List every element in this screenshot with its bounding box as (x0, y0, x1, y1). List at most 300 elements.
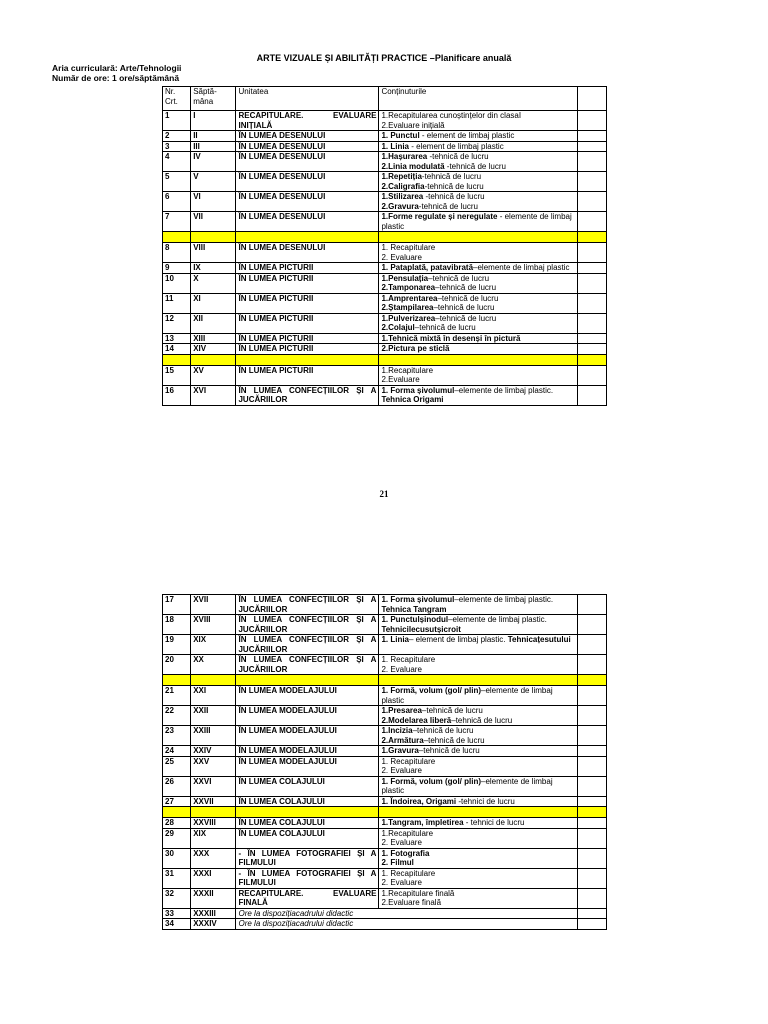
empty-cell (577, 655, 606, 675)
empty-cell (577, 595, 606, 615)
content-line (381, 162, 574, 172)
separator-cell (577, 354, 606, 365)
table-row (163, 192, 607, 212)
table-row (163, 635, 607, 655)
content-text: –tehnică de lucru (451, 715, 513, 725)
unit-line: INIȚIALĂ (238, 120, 273, 130)
separator-cell (163, 675, 191, 686)
unit-line: ÎN LUMEA CONFECȚIILOR ȘI A (238, 655, 377, 664)
content-line (381, 849, 574, 859)
empty-cell (577, 919, 606, 930)
content-cell (379, 868, 577, 888)
empty-cell (577, 344, 606, 355)
content-text: 1.Tangram, împletirea (381, 818, 464, 827)
unit-line: ÎN LUMEA DESENULUI (238, 131, 326, 140)
content-line (381, 274, 574, 284)
content-line (381, 344, 574, 354)
content-text: 1. Îndoirea, Origami (381, 796, 457, 806)
content-text: 2.Ștampilarea (381, 303, 434, 312)
separator-cell (163, 232, 191, 243)
content-text: plastic (381, 786, 405, 795)
unit-line: FINALĂ (238, 898, 268, 907)
unit-cell (236, 273, 379, 293)
week-cell: XIX (191, 635, 236, 655)
row-number-cell: 24 (163, 746, 191, 757)
content-cell (379, 776, 577, 796)
content-line (381, 696, 574, 706)
table-row (163, 313, 607, 333)
content-text: 1.Tehnică mixtă în desenși în pictură (381, 333, 521, 343)
unit-cell (236, 172, 379, 192)
content-line (381, 182, 574, 192)
empty-cell (577, 333, 606, 344)
content-text: 1.Pulverizarea (381, 313, 436, 323)
content-line (381, 706, 574, 716)
content-text: 1.Pensulația (381, 273, 429, 283)
row-number-cell: 18 (163, 615, 191, 635)
row-number-cell: 22 (163, 706, 191, 726)
content-line (381, 192, 574, 202)
unit-line: JUCĂRIILOR (238, 624, 288, 634)
unit-cell (236, 615, 379, 635)
unit-line: ÎN LUMEA DESENULUI (238, 192, 326, 201)
content-text: 1. Recapitulare (381, 243, 436, 252)
row-number-cell: 2 (163, 131, 191, 142)
content-cell (379, 756, 577, 776)
content-text: - element de limbaj plastic (409, 141, 504, 151)
content-text: –tehnică de lucru (412, 726, 474, 735)
empty-cell (577, 152, 606, 172)
content-text: 1. Punctul (381, 131, 420, 140)
content-line (381, 665, 574, 675)
table-row (163, 828, 607, 848)
unit-cell (236, 635, 379, 655)
separator-cell (379, 354, 577, 365)
unit-cell (236, 686, 379, 706)
content-cell (379, 273, 577, 293)
note-cell: Ore la dispozițiacadrului didactic (236, 919, 577, 930)
header-unit: Unitatea (236, 87, 379, 111)
content-text: 1. Recapitulare (381, 868, 436, 878)
row-number-cell: 5 (163, 172, 191, 192)
table-row (163, 706, 607, 726)
content-cell (379, 726, 577, 746)
content-text: 1.Gravura (381, 746, 419, 755)
week-cell: XXV (191, 756, 236, 776)
empty-cell (577, 796, 606, 807)
content-text: 1. Linia (381, 141, 409, 151)
unit-cell (236, 243, 379, 263)
unit-cell (236, 595, 379, 615)
empty-cell (577, 686, 606, 706)
unit-line: JUCĂRIILOR (238, 395, 288, 404)
unit-cell (236, 344, 379, 355)
content-line (381, 334, 574, 344)
content-text: 2.Evaluare inițială (381, 120, 445, 130)
separator-cell (163, 354, 191, 365)
content-text: 2.Linia modulată (381, 161, 445, 171)
content-text: -tehnică de lucru (421, 172, 482, 181)
table-row (163, 344, 607, 355)
content-text: –tehnică de lucru (435, 283, 497, 292)
content-text: - tehnici de lucru (463, 818, 525, 827)
content-line (381, 736, 574, 746)
unit-line: ÎN LUMEA PICTURII (238, 313, 314, 323)
week-cell: III (191, 141, 236, 152)
content-cell (379, 344, 577, 355)
content-cell (379, 706, 577, 726)
week-cell: XXVII (191, 796, 236, 807)
empty-cell (577, 273, 606, 293)
content-text: Tehnica Tangram (381, 604, 447, 614)
content-line (381, 131, 574, 141)
content-cell (379, 192, 577, 212)
content-line (381, 898, 574, 908)
week-cell: XIX (191, 828, 236, 848)
section-separator-row (163, 232, 607, 243)
row-number-cell: 25 (163, 756, 191, 776)
row-number-cell: 19 (163, 635, 191, 655)
content-text: –elemente de limbaj plastic. (454, 595, 554, 604)
content-text: 1.Recapitulare (381, 365, 434, 375)
content-line (381, 829, 574, 839)
table-row (163, 333, 607, 344)
content-text: 2.Modelarea liberă (381, 715, 452, 725)
content-cell (379, 263, 577, 274)
unit-line: ÎN LUMEA DESENULUI (238, 212, 326, 221)
week-cell: VI (191, 192, 236, 212)
content-cell (379, 655, 577, 675)
content-text: -tehnică de lucru (418, 201, 478, 211)
unit-cell (236, 263, 379, 274)
content-line (381, 314, 574, 324)
row-number-cell: 31 (163, 868, 191, 888)
table-row (163, 243, 607, 263)
empty-cell (577, 818, 606, 829)
content-text: 2.Colajul (381, 323, 415, 332)
week-cell: XXI (191, 686, 236, 706)
unit-cell (236, 726, 379, 746)
content-text: –tehnică de lucru (414, 323, 476, 332)
unit-cell (236, 111, 379, 131)
unit-cell (236, 365, 379, 385)
unit-cell (236, 293, 379, 313)
unit-line: ÎN LUMEA COLAJULUI (238, 818, 325, 827)
unit-line: ÎN LUMEA DESENULUI (238, 172, 326, 181)
table-row (163, 818, 607, 829)
page-title: ARTE VIZUALE ȘI ABILITĂȚI PRACTICE –Planificare anuală (256, 53, 512, 63)
content-text: -tehnică de lucru (424, 181, 484, 191)
content-cell (379, 333, 577, 344)
content-line (381, 655, 574, 665)
table-row (163, 756, 607, 776)
content-line (381, 838, 574, 848)
row-number-cell: 15 (163, 365, 191, 385)
table-row (163, 888, 607, 908)
table-row (163, 152, 607, 172)
unit-cell (236, 212, 379, 232)
content-text: - elemente de limbaj (497, 212, 572, 221)
content-line (381, 797, 574, 807)
row-number-cell: 23 (163, 726, 191, 746)
week-cell: XXVIII (191, 818, 236, 829)
unit-line: ÎN LUMEA COLAJULUI (238, 776, 325, 786)
table-row (163, 212, 607, 232)
row-number-cell: 30 (163, 848, 191, 868)
header-nr: Nr. Crt. (163, 87, 191, 111)
week-cell: XXXI (191, 868, 236, 888)
curricular-area: Aria curriculară: Arte/Tehnologii (52, 63, 182, 73)
unit-line: ÎN LUMEA MODELAJULUI (238, 686, 337, 695)
content-line (381, 605, 574, 615)
unit-cell (236, 655, 379, 675)
table-row (163, 868, 607, 888)
content-text: 1. Formă, volum (gol/ plin) (381, 686, 481, 695)
content-text: 1. Recapitulare (381, 756, 436, 766)
content-text: –elemente de limbaj plastic (473, 263, 570, 272)
week-cell: XXXIV (191, 919, 236, 930)
content-text: 1. Formă, volum (gol/ plin) (381, 776, 481, 786)
week-cell: II (191, 131, 236, 142)
unit-cell (236, 776, 379, 796)
week-cell: XVII (191, 595, 236, 615)
unit-cell (236, 746, 379, 757)
row-number-cell: 14 (163, 344, 191, 355)
empty-cell (577, 385, 606, 405)
unit-cell (236, 888, 379, 908)
row-number-cell: 7 (163, 212, 191, 232)
row-number-cell: 13 (163, 333, 191, 344)
content-line (381, 777, 574, 787)
content-line (381, 786, 574, 796)
unit-cell (236, 131, 379, 142)
unit-cell (236, 756, 379, 776)
separator-cell (236, 807, 379, 818)
content-text: 2. Evaluare (381, 838, 422, 847)
separator-cell (379, 232, 577, 243)
empty-cell (577, 141, 606, 152)
unit-cell (236, 385, 379, 405)
content-line (381, 121, 574, 131)
table-row (163, 848, 607, 868)
unit-line: JUCĂRIILOR (238, 664, 288, 674)
week-cell: VII (191, 212, 236, 232)
table-row (163, 365, 607, 385)
content-text: 2.Gravura (381, 201, 419, 211)
content-line (381, 889, 574, 899)
unit-cell (236, 313, 379, 333)
table-row (163, 919, 607, 930)
content-line (381, 142, 574, 152)
content-text: plastic (381, 695, 405, 705)
unit-line: ÎN LUMEA CONFECȚIILOR ȘI A (238, 385, 377, 395)
row-number-cell: 29 (163, 828, 191, 848)
row-number-cell: 20 (163, 655, 191, 675)
content-text: Tehnica Origami (381, 395, 444, 404)
content-text: 1.Stilizarea (381, 192, 424, 201)
content-text: 1.Recapitulare (381, 828, 434, 838)
table-row (163, 686, 607, 706)
content-text: –elemente de limbaj (481, 686, 553, 695)
content-text: 1. Recapitulare (381, 655, 436, 664)
content-line (381, 283, 574, 293)
week-cell: I (191, 111, 236, 131)
content-text: -tehnică de lucru (444, 161, 506, 171)
content-text: 1. Forma șivolumul (381, 385, 455, 395)
empty-cell (577, 615, 606, 635)
content-line (381, 615, 574, 625)
content-cell (379, 686, 577, 706)
content-cell (379, 111, 577, 131)
separator-cell (379, 675, 577, 686)
content-line (381, 152, 574, 162)
content-text: -tehnică de lucru (427, 152, 489, 161)
content-text: –tehnică de lucru (435, 313, 497, 323)
content-cell (379, 243, 577, 263)
table-row (163, 263, 607, 274)
week-cell: XVI (191, 385, 236, 405)
content-line (381, 253, 574, 263)
table-row (163, 131, 607, 142)
content-cell (379, 615, 577, 635)
row-number-cell: 26 (163, 776, 191, 796)
content-cell (379, 635, 577, 655)
table-row (163, 796, 607, 807)
content-cell (379, 595, 577, 615)
content-text: –tehnică de lucru (433, 303, 495, 312)
separator-cell (191, 807, 236, 818)
content-text: 1. Linia (381, 635, 409, 644)
header-empty (577, 87, 606, 111)
content-text: 2.Tamponarea (381, 283, 436, 292)
content-text: 2. Evaluare (381, 664, 422, 674)
row-number-cell: 11 (163, 293, 191, 313)
content-text: 2.Pictura pe sticlă (381, 344, 450, 353)
unit-line: ÎN LUMEA COLAJULUI (238, 828, 325, 838)
week-cell: XXXIII (191, 908, 236, 919)
content-text: 1.Amprentarea (381, 293, 438, 303)
content-line (381, 375, 574, 385)
empty-cell (577, 746, 606, 757)
row-number-cell: 34 (163, 919, 191, 930)
unit-cell (236, 192, 379, 212)
empty-cell (577, 848, 606, 868)
content-line (381, 263, 574, 273)
empty-cell (577, 908, 606, 919)
unit-line: ÎN LUMEA MODELAJULUI (238, 756, 337, 766)
content-line (381, 202, 574, 212)
content-text: 1.Recapitularea cunoștințelor din clasaI (381, 111, 522, 120)
unit-line: ÎN LUMEA PICTURII (238, 273, 314, 283)
unit-line: FILMULUI (238, 858, 276, 867)
empty-cell (577, 635, 606, 655)
unit-cell (236, 848, 379, 868)
content-text: –elemente de limbaj plastic. (448, 615, 547, 624)
content-cell (379, 746, 577, 757)
section-separator-row (163, 354, 607, 365)
table-row (163, 172, 607, 192)
empty-cell (577, 888, 606, 908)
content-text: –tehnică de lucru (437, 293, 499, 303)
empty-cell (577, 243, 606, 263)
empty-cell (577, 172, 606, 192)
hours-per-week: Număr de ore: 1 ore/săptămână (52, 73, 180, 83)
content-line (381, 243, 574, 253)
content-cell (379, 131, 577, 142)
content-text: –tehnică de lucru (423, 735, 485, 745)
unit-line: RECAPITULARE. EVALUARE (238, 888, 377, 898)
table-row (163, 141, 607, 152)
content-line (381, 878, 574, 888)
content-text: 1.Recapitulare finală (381, 888, 455, 898)
header-week: Săptă- mâna (191, 87, 236, 111)
content-cell (379, 152, 577, 172)
content-text: 1. Pataplată, patavibrată (381, 263, 474, 272)
content-line (381, 294, 574, 304)
empty-cell (577, 131, 606, 142)
table-row (163, 595, 607, 615)
content-text: 2. Evaluare (381, 766, 422, 775)
unit-line: JUCĂRIILOR (238, 604, 288, 614)
row-number-cell: 4 (163, 152, 191, 172)
row-number-cell: 32 (163, 888, 191, 908)
week-cell: XX (191, 655, 236, 675)
content-line (381, 323, 574, 333)
separator-cell (577, 675, 606, 686)
unit-line: RECAPITULARE. EVALUARE (238, 111, 377, 120)
content-text: 1.Incizia (381, 726, 413, 735)
empty-cell (577, 192, 606, 212)
week-cell: IV (191, 152, 236, 172)
section-separator-row (163, 675, 607, 686)
unit-line: ÎN LUMEA CONFECȚIILOR ȘI A (238, 615, 377, 624)
week-cell: XII (191, 313, 236, 333)
content-line (381, 716, 574, 726)
content-line (381, 746, 574, 756)
content-text: 2.Armătura (381, 735, 424, 745)
content-text: –elemente de limbaj (481, 776, 553, 786)
row-number-cell: 27 (163, 796, 191, 807)
unit-cell (236, 818, 379, 829)
separator-cell (577, 232, 606, 243)
unit-line: ÎN LUMEA CONFECȚIILOR ȘI A (238, 595, 377, 604)
unit-line: ÎN LUMEA PICTURII (238, 344, 314, 353)
row-number-cell: 28 (163, 818, 191, 829)
week-cell: XIII (191, 333, 236, 344)
separator-cell (236, 675, 379, 686)
header-content: Conținuturile (379, 87, 577, 111)
table-row (163, 293, 607, 313)
table-row (163, 908, 607, 919)
row-number-cell: 3 (163, 141, 191, 152)
content-text: Tehnicațesutului (507, 635, 571, 644)
content-line (381, 111, 574, 121)
empty-cell (577, 111, 606, 131)
content-cell (379, 293, 577, 313)
unit-line: ÎN LUMEA DESENULUI (238, 243, 326, 252)
table-header-row (163, 87, 607, 111)
table-row (163, 111, 607, 131)
week-cell: XVIII (191, 615, 236, 635)
content-text: 1. Forma șivolumul (381, 595, 455, 604)
content-line (381, 366, 574, 376)
week-cell: XXXII (191, 888, 236, 908)
empty-cell (577, 293, 606, 313)
row-number-cell: 12 (163, 313, 191, 333)
content-cell (379, 365, 577, 385)
unit-line: - ÎN LUMEA FOTOGRAFIEI ȘI A (238, 848, 377, 858)
content-line (381, 726, 574, 736)
